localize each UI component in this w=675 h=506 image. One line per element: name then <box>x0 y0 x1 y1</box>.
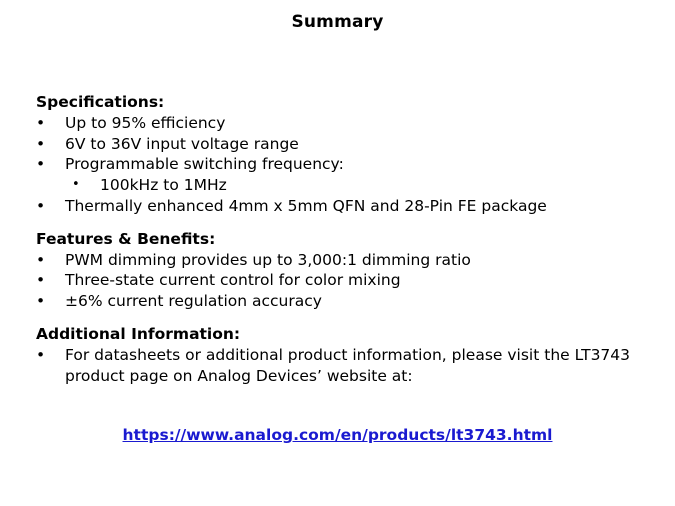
list-item <box>36 250 656 271</box>
list-item-text: For datasheets or additional product information, please visit the LT3743 product page on Analog Devices’ website at: <box>65 345 631 385</box>
specifications-heading: Specifications: <box>36 93 165 111</box>
sub-list-item-text: 100kHz to 1MHz <box>100 176 227 195</box>
list-item-text: Up to 95% efficiency <box>65 113 226 132</box>
additional-info-heading: Additional Information: <box>36 324 241 343</box>
product-page-link[interactable]: https://www.analog.com/en/products/lt3743.html <box>122 426 553 444</box>
list-item-text: Three-state current control for color mixing <box>65 271 401 290</box>
list-item-text: ±6% current regulation accuracy <box>65 292 322 311</box>
bullet-icon: • <box>72 177 80 193</box>
bullet-icon: • <box>36 271 46 290</box>
bullet-icon: • <box>36 250 46 269</box>
list-item <box>36 291 656 312</box>
features-heading: Features & Benefits: <box>36 229 216 248</box>
summary-content <box>36 92 656 386</box>
list-item-text: Programmable switching frequency: <box>65 155 344 174</box>
bullet-icon: • <box>36 196 46 215</box>
slide-title: Summary <box>291 12 384 32</box>
list-item <box>36 270 656 291</box>
list-item-text: Thermally enhanced 4mm x 5mm QFN and 28-Pin FE package <box>65 196 547 215</box>
bullet-icon: • <box>36 155 46 174</box>
list-item-text: PWM dimming provides up to 3,000:1 dimming ratio <box>65 250 471 269</box>
list-item-text: 6V to 36V input voltage range <box>65 134 299 153</box>
sub-list-item <box>36 175 656 196</box>
section-spacer <box>36 312 656 324</box>
list-item <box>36 113 656 134</box>
bullet-icon: • <box>36 345 46 364</box>
list-item <box>36 196 656 217</box>
list-item <box>36 154 656 175</box>
bullet-icon: • <box>36 292 46 311</box>
list-item <box>36 134 656 155</box>
bullet-icon: • <box>36 134 46 153</box>
list-item <box>36 345 656 387</box>
product-link-line <box>0 426 675 444</box>
section-spacer <box>36 217 656 229</box>
bullet-icon: • <box>36 113 46 132</box>
